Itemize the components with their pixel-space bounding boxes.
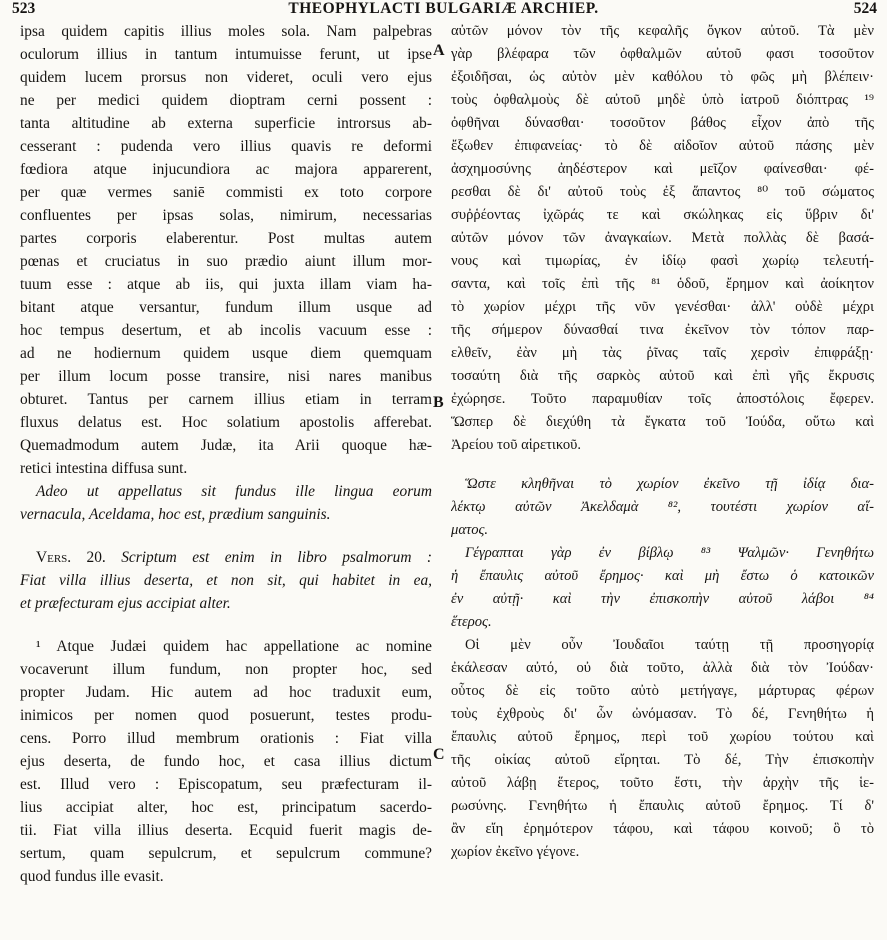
text-line: Adeo ut appellatus sit fundus ille lingua eorum <box>36 483 432 500</box>
running-title: THEOPHYLACTI BULGARIÆ ARCHIEP. <box>288 0 599 17</box>
text-line: αὐτῶν μόνον τὸν τῆς κεφαλῆς ὄγκον αὐτοῦ. Τὰ μὲν <box>451 23 874 39</box>
text-line: ἔπαυλις αὐτοῦ ἔρημος, περὶ τοῦ χωρίου τούτου καὶ <box>451 729 874 745</box>
verse-label: Vers. 20. <box>36 549 106 566</box>
page-number-left: 523 <box>12 0 36 17</box>
text-line: Ἀρείου τοῦ αἱρετικοῦ. <box>451 437 582 453</box>
text-line: ρεσθαι δὲ δι' αὐτοῦ τοὺς ἐξ ἅπαντος ⁸⁰ τοῦ σώματος <box>451 184 874 200</box>
text-line: Ὥσπερ δὲ διεχύθη τὰ ἔγκατα τοῦ Ἰούδα, οὕτω καὶ <box>451 414 874 430</box>
text-line: ne per medici quidem dioptram cerni possent : <box>20 92 432 109</box>
text-line: partes corporis elaberentur. Post multas autem <box>20 230 432 247</box>
greek-paragraph-1 <box>451 20 874 457</box>
text-line: Γέγραπται γὰρ ἐν βίβλῳ ⁸³ Ψαλμῶν· Γενηθήτω <box>465 545 874 561</box>
text-line: ελθεῖν, ἐὰν μὴ τὰς ῥῖνας ταῖς χερσὶν ἐπιφράξῃ· <box>451 345 874 361</box>
text-line: est. Illud vero : Episcopatum, seu præfecturam il- <box>20 776 432 793</box>
text-line: ἐν αὐτῇ· καὶ τὴν ἐπισκοπὴν αὐτοῦ λάβοι ⁸⁴ <box>451 591 874 607</box>
text-line: ipsa quidem capitis illius moles sola. Nam palpebras <box>20 23 432 40</box>
text-line: Scriptum est enim in libro psalmorum : <box>121 549 432 566</box>
text-line: obturet. Tantus per carnem illius etiam in terram <box>20 391 432 408</box>
latin-paragraph-1 <box>20 20 432 480</box>
text-line: fluxus delatus est. Hoc solatium apostolis afferebat. <box>20 414 432 431</box>
text-line: ὀφθῆναι δύνασθαι· τοσοῦτον βάθος εἶχον ἀπὸ τῆς <box>451 115 874 131</box>
text-line: γὰρ βλέφαρα τῶν ὀφθαλμῶν αὐτοῦ φασι τοσοῦτον <box>451 46 874 62</box>
margin-marker-a: A <box>433 42 445 59</box>
text-line: vocaverunt illum fundum, non propter hoc, sed <box>20 661 432 678</box>
text-line: lius accipiat alter, hoc est, principatum sacerdo- <box>20 799 432 816</box>
text-line: ἡ ἔπαυλις αὐτοῦ ἔρημος· καὶ μὴ ἔστω ὁ κατοικῶν <box>451 568 874 584</box>
text-line: συῤῥέοντας ἰχῶράς τε καὶ σκώληκας εἰς ὕβριν δι' <box>451 207 874 223</box>
text-line: sertum, quam sepulcrum, et sepulcrum commune? <box>20 845 432 862</box>
text-line: Ὥστε κληθῆναι τὸ χωρίον ἐκεῖνο τῇ ἰδίᾳ δια- <box>465 476 874 492</box>
text-line: cens. Porro illud membrum orationis : Fiat villa <box>20 730 432 747</box>
text-line: inimicos per nomen quod posuerunt, testes produ- <box>20 707 432 724</box>
greek-column <box>451 20 874 864</box>
text-line: ejus deserta, de fundo hoc, et casa illius dictum <box>20 753 432 770</box>
latin-verse-heading <box>20 546 432 615</box>
text-line: ματος. <box>451 522 489 538</box>
latin-paragraph-4 <box>20 635 432 888</box>
text-line: νους καὶ τιμωρίας, ἐν ἰδίῳ φασὶ χωρίῳ τελευτή- <box>451 253 874 269</box>
text-line: quod fundus ille evasit. <box>20 868 164 885</box>
text-line: per illum locum posse transire, nisi nares manibus <box>20 368 432 385</box>
text-line: quidem lucem prorsus non videret, oculi vero ejus <box>20 69 432 86</box>
text-line: ἂν εἴη ἐρημότερον τάφου, καὶ τάφου κοινοῦ; ὃ τὸ <box>451 821 874 837</box>
text-line: oculorum illius in tantum intumuisse ferunt, ut ipse <box>20 46 432 63</box>
text-line: τὸ χωρίον μέχρι τῆς νῦν γενέσθαι· ἀλλ' οὐδὲ μέχρι <box>451 299 874 315</box>
text-line: αὐτοῦ λάβῃ ἕτερος, τοῦτο ἔστι, τὴν ἀρχὴν τῆς ἱε- <box>451 775 874 791</box>
greek-paragraph-2 <box>451 473 874 542</box>
running-header <box>0 0 887 18</box>
text-line: retici intestina diffusa sunt. <box>20 460 188 477</box>
text-line: tanta altitudine ab externa superficie introrsus ab- <box>20 115 432 132</box>
text-line: τῆς σήμερον δύνασθαί τινα ἐκεῖνον τὸν τόπον παρ- <box>451 322 874 338</box>
greek-paragraph-4 <box>451 634 874 864</box>
text-line: λέκτῳ αὐτῶν Ἀκελδαμὰ ⁸², τουτέστι χωρίον αἵ- <box>451 499 874 515</box>
text-line: pœnas et cruciatus in suo prædio aiunt illum mor- <box>20 253 432 270</box>
text-line: et præfecturam ejus accipiat alter. <box>20 595 231 612</box>
text-line: confluentes per ipsas solas, nimirum, necessarias <box>20 207 432 224</box>
text-line: χωρίον ἐκεῖνο γέγονε. <box>451 844 580 860</box>
text-line: propter Judam. Hic autem ad hoc traduxit eum, <box>20 684 432 701</box>
margin-marker-b: B <box>433 394 444 411</box>
text-line: τῆς οἰκίας αὐτοῦ εἴρηται. Τὸ δέ, Τὴν ἐπισκοπὴν <box>451 752 874 768</box>
text-line: Οἱ μὲν οὖν Ἰουδαῖοι ταύτῃ τῇ προσηγορίᾳ <box>465 637 874 653</box>
text-line: bitant atque versantur, fundum illum usque ad <box>20 299 432 316</box>
text-line: per quæ vermes saniē commisti ex toto corpore <box>20 184 432 201</box>
text-line: ἐχώρησε. Τοῦτο παραμυθίαν τοῖς ἀποστόλοις ἔφερεν. <box>451 391 874 407</box>
text-line: ἔξωθεν ἐπιφανείας· τὸ δὲ αἰδοῖον αὐτοῦ πάσης μὲν <box>451 138 874 154</box>
text-line: ἐξοιδῆσαι, ὡς αὐτὸν μὲν καθόλου τὸ φῶς μὴ βλέπειν· <box>451 69 874 85</box>
text-line: cesserant : pudenda vero illius quavis re deformi <box>20 138 432 155</box>
text-line: tuum esse : atque ab iis, qui juxta illam viam ha- <box>20 276 432 293</box>
greek-paragraph-3 <box>451 542 874 634</box>
text-line: Quemadmodum autem Judæ, ita Arii quoque hæ- <box>20 437 432 454</box>
text-line: ad ne hodiernum quidem usque diem quemquam <box>20 345 432 362</box>
text-line: τοὺς ἐχθροὺς δι' ὧν ὠνόμασαν. Τὸ δέ, Γενηθήτω ἡ <box>451 706 874 722</box>
page-number-right: 524 <box>853 0 877 17</box>
text-line: ἕτερος. <box>451 614 492 630</box>
text-line: ¹ Atque Judæi quidem hac appellatione ac nomine <box>36 638 432 655</box>
text-line: τοὺς ὀφθαλμοὺς δὲ αὐτοῦ μηδὲ ὑπὸ ἰατροῦ διόπτρας ¹⁹ <box>451 92 874 108</box>
text-line: ἐκάλεσαν αὐτό, οὐ διὰ τοῦτο, ἀλλὰ διὰ τὸν Ἰούδαν· <box>451 660 874 676</box>
text-line: ρωσύνης. Γενηθήτω ἡ ἔπαυλις αὐτοῦ ἔρημος. Τί δ' <box>451 798 874 814</box>
latin-column <box>20 20 432 888</box>
text-line: τοσαύτη διὰ τῆς σαρκὸς αὐτοῦ καὶ ἐπὶ γῆς ἔκρυσις <box>451 368 874 384</box>
text-line: αὐτῶν μόνον τῶν ἀναγκαίων. Μετὰ πολλὰς δὲ βασά- <box>451 230 874 246</box>
margin-marker-c: C <box>433 746 445 763</box>
text-line: Fiat villa illius deserta, et non sit, qui habitet in ea, <box>20 572 432 589</box>
text-line: tii. Fiat villa illius deserta. Ecquid fuerit magis de- <box>20 822 432 839</box>
text-line: ἀσχημοσύνης ἀηδέστερον καὶ μεῖζον φαίνεσθαι· φέ- <box>451 161 874 177</box>
text-line: vernacula, Aceldama, hoc est, prædium sanguinis. <box>20 506 331 523</box>
text-line: fœdiora atque injucundiora ac majora apparerent, <box>20 161 432 178</box>
text-line: hoc tempus desertum, et ab incolis vacuum esse : <box>20 322 432 339</box>
text-line: σαντα, καὶ τοῖς ἐπὶ τῆς ⁸¹ ὁδοῦ, ἔρημον καὶ ἀοίκητον <box>451 276 874 292</box>
latin-paragraph-2 <box>20 480 432 526</box>
text-line: οὗτος δὲ εἰς τοῦτο αὐτὸ μετήγαγε, μάρτυρας φέρων <box>451 683 874 699</box>
